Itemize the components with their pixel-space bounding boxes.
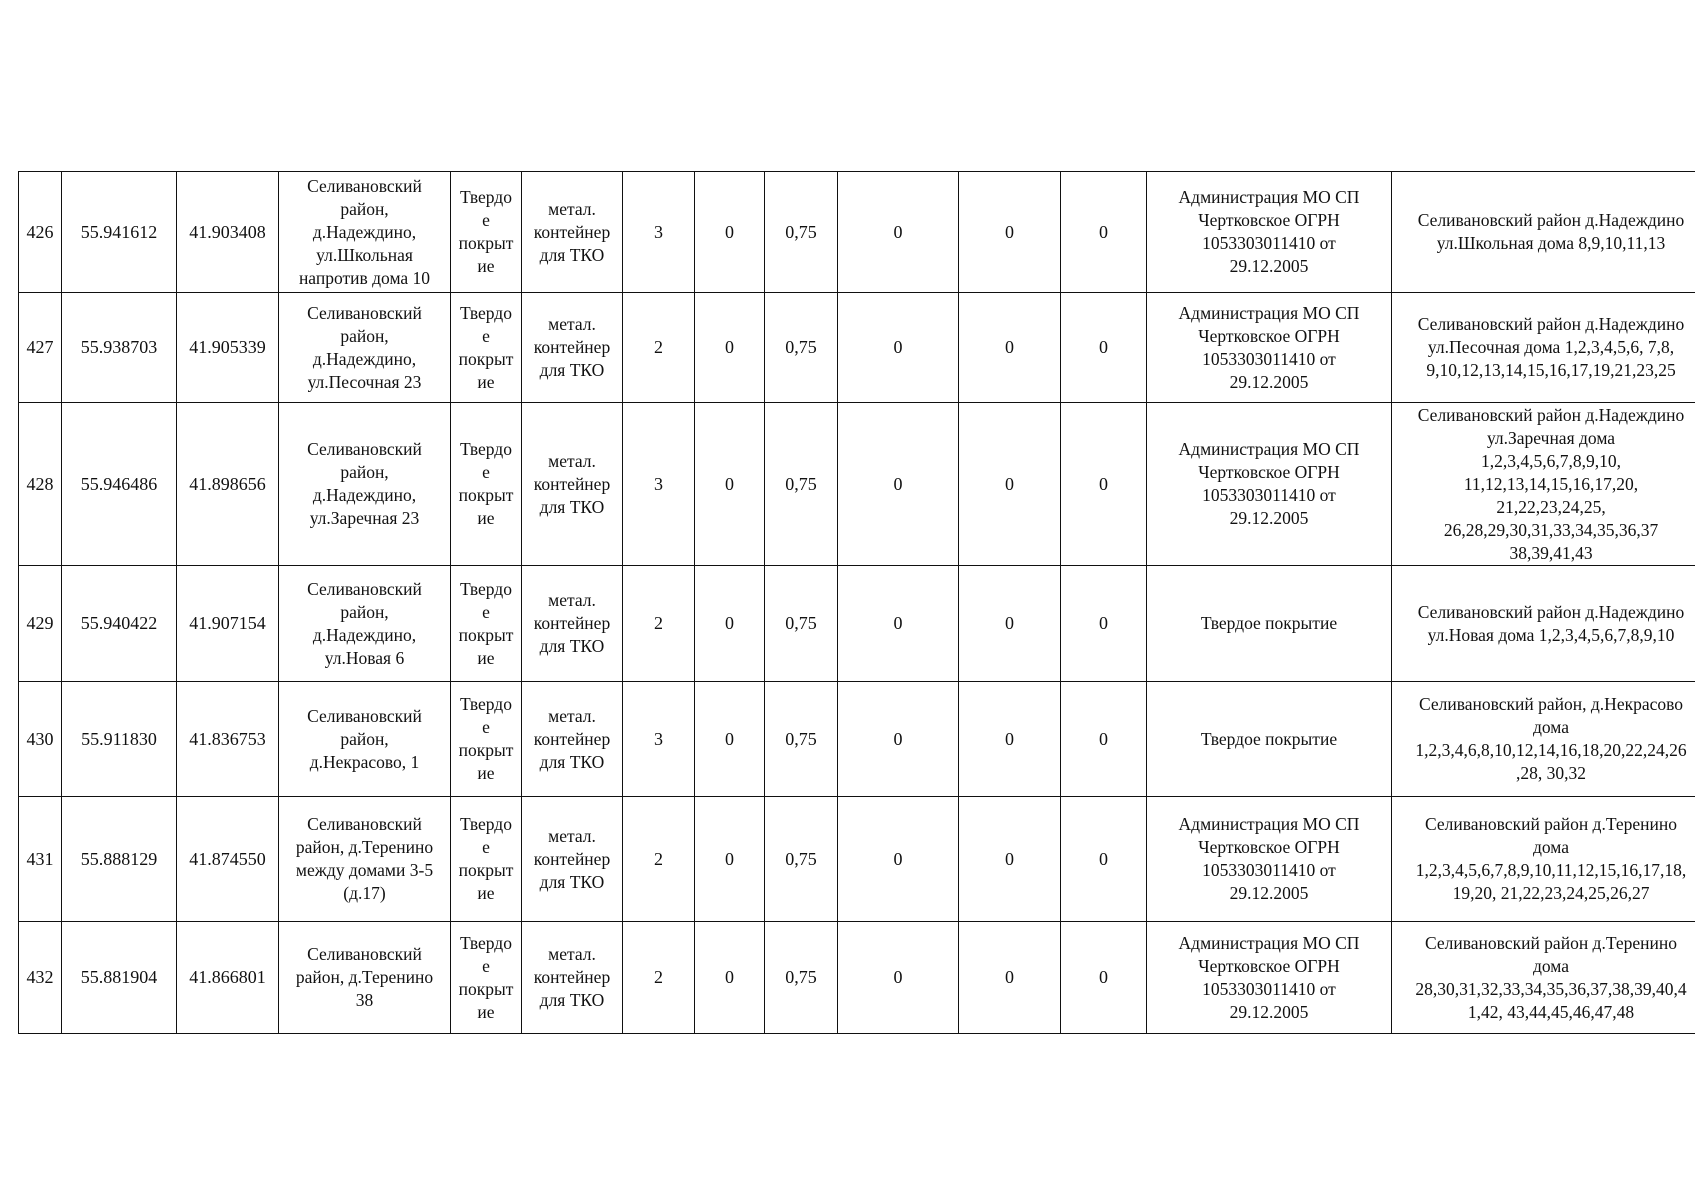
container-volume: 0,75 — [765, 172, 838, 293]
longitude: 41.898656 — [177, 403, 279, 566]
container-count: 2 — [623, 922, 695, 1034]
container-volume: 0,75 — [765, 682, 838, 797]
latitude: 55.881904 — [62, 922, 177, 1034]
container-count: 2 — [623, 797, 695, 922]
container-volume: 0,75 — [765, 797, 838, 922]
container-type: метал. контейнер для ТКО — [522, 797, 623, 922]
longitude: 41.866801 — [177, 922, 279, 1034]
value-cell: 0 — [959, 566, 1061, 682]
site-owner: Администрация МО СП Чертковское ОГРН 1053303011410 от 29.12.2005 — [1147, 293, 1392, 403]
container-type: метал. контейнер для ТКО — [522, 922, 623, 1034]
table-row — [19, 797, 1695, 922]
site-owner: Твердое покрытие — [1147, 682, 1392, 797]
value-cell: 0 — [1061, 293, 1147, 403]
value-cell: 0 — [695, 172, 765, 293]
site-number: 429 — [19, 566, 62, 682]
site-number: 432 — [19, 922, 62, 1034]
container-volume: 0,75 — [765, 403, 838, 566]
table-row — [19, 922, 1695, 1034]
container-volume: 0,75 — [765, 566, 838, 682]
site-owner: Администрация МО СП Чертковское ОГРН 1053303011410 от 29.12.2005 — [1147, 922, 1392, 1034]
site-number: 431 — [19, 797, 62, 922]
value-cell: 0 — [838, 293, 959, 403]
value-cell: 0 — [959, 797, 1061, 922]
table-row — [19, 172, 1695, 293]
value-cell: 0 — [959, 172, 1061, 293]
value-cell: 0 — [1061, 403, 1147, 566]
value-cell: 0 — [695, 797, 765, 922]
value-cell: 0 — [695, 403, 765, 566]
table-row — [19, 566, 1695, 682]
site-address: Селивановский район, д.Надеждино, ул.Новая 6 — [279, 566, 451, 682]
longitude: 41.874550 — [177, 797, 279, 922]
container-count: 2 — [623, 566, 695, 682]
site-number: 426 — [19, 172, 62, 293]
container-count: 3 — [623, 172, 695, 293]
surface-type: Твердо е покрыт ие — [451, 682, 522, 797]
site-number: 427 — [19, 293, 62, 403]
container-type: метал. контейнер для ТКО — [522, 566, 623, 682]
site-address: Селивановский район, д.Надеждино, ул.Песочная 23 — [279, 293, 451, 403]
container-volume: 0,75 — [765, 922, 838, 1034]
surface-type: Твердо е покрыт ие — [451, 172, 522, 293]
value-cell: 0 — [838, 922, 959, 1034]
latitude: 55.911830 — [62, 682, 177, 797]
site-address: Селивановский район, д.Теренино между домами 3-5 (д.17) — [279, 797, 451, 922]
value-cell: 0 — [959, 293, 1061, 403]
site-address: Селивановский район, д.Надеждино, ул.Заречная 23 — [279, 403, 451, 566]
value-cell: 0 — [838, 682, 959, 797]
latitude: 55.888129 — [62, 797, 177, 922]
waste-sources: Селивановский район д.Теренино дома 28,30,31,32,33,34,35,36,37,38,39,40,4 1,42, 43,44,45,46,47,48 — [1392, 922, 1695, 1034]
value-cell: 0 — [1061, 172, 1147, 293]
value-cell: 0 — [959, 922, 1061, 1034]
table-row — [19, 293, 1695, 403]
container-count: 3 — [623, 403, 695, 566]
value-cell: 0 — [695, 293, 765, 403]
site-owner: Администрация МО СП Чертковское ОГРН 1053303011410 от 29.12.2005 — [1147, 797, 1392, 922]
value-cell: 0 — [959, 403, 1061, 566]
value-cell: 0 — [838, 172, 959, 293]
site-address: Селивановский район, д.Теренино 38 — [279, 922, 451, 1034]
site-owner: Администрация МО СП Чертковское ОГРН 1053303011410 от 29.12.2005 — [1147, 403, 1392, 566]
value-cell: 0 — [838, 566, 959, 682]
latitude: 55.946486 — [62, 403, 177, 566]
value-cell: 0 — [959, 682, 1061, 797]
surface-type: Твердо е покрыт ие — [451, 403, 522, 566]
waste-sites-table — [18, 171, 1695, 1034]
table-row — [19, 682, 1695, 797]
value-cell: 0 — [1061, 566, 1147, 682]
site-address: Селивановский район, д.Надеждино, ул.Школьная напротив дома 10 — [279, 172, 451, 293]
container-type: метал. контейнер для ТКО — [522, 172, 623, 293]
site-number: 430 — [19, 682, 62, 797]
value-cell: 0 — [695, 566, 765, 682]
site-number: 428 — [19, 403, 62, 566]
site-address: Селивановский район, д.Некрасово, 1 — [279, 682, 451, 797]
container-type: метал. контейнер для ТКО — [522, 293, 623, 403]
container-count: 2 — [623, 293, 695, 403]
waste-sources: Селивановский район, д.Некрасово дома 1,2,3,4,6,8,10,12,14,16,18,20,22,24,26 ,28, 30,32 — [1392, 682, 1695, 797]
container-type: метал. контейнер для ТКО — [522, 682, 623, 797]
latitude: 55.938703 — [62, 293, 177, 403]
value-cell: 0 — [695, 922, 765, 1034]
longitude: 41.903408 — [177, 172, 279, 293]
value-cell: 0 — [1061, 797, 1147, 922]
site-owner: Администрация МО СП Чертковское ОГРН 1053303011410 от 29.12.2005 — [1147, 172, 1392, 293]
waste-sources: Селивановский район д.Надеждино ул.Заречная дома 1,2,3,4,5,6,7,8,9,10, 11,12,13,14,15,16,17,20, 21,22,23,24,25, 26,28,29,30,31,33,34,35,36,37 38,39,41,43 — [1392, 403, 1695, 566]
surface-type: Твердо е покрыт ие — [451, 566, 522, 682]
surface-type: Твердо е покрыт ие — [451, 293, 522, 403]
waste-sources: Селивановский район д.Теренино дома 1,2,3,4,5,6,7,8,9,10,11,12,15,16,17,18, 19,20, 21,22,23,24,25,26,27 — [1392, 797, 1695, 922]
waste-sources: Селивановский район д.Надеждино ул.Новая дома 1,2,3,4,5,6,7,8,9,10 — [1392, 566, 1695, 682]
surface-type: Твердо е покрыт ие — [451, 797, 522, 922]
waste-sources: Селивановский район д.Надеждино ул.Песочная дома 1,2,3,4,5,6, 7,8, 9,10,12,13,14,15,16,17,19,21,23,25 — [1392, 293, 1695, 403]
value-cell: 0 — [1061, 922, 1147, 1034]
latitude: 55.941612 — [62, 172, 177, 293]
longitude: 41.836753 — [177, 682, 279, 797]
container-type: метал. контейнер для ТКО — [522, 403, 623, 566]
site-owner: Твердое покрытие — [1147, 566, 1392, 682]
value-cell: 0 — [695, 682, 765, 797]
longitude: 41.905339 — [177, 293, 279, 403]
value-cell: 0 — [1061, 682, 1147, 797]
container-count: 3 — [623, 682, 695, 797]
latitude: 55.940422 — [62, 566, 177, 682]
longitude: 41.907154 — [177, 566, 279, 682]
table-row — [19, 403, 1695, 566]
container-volume: 0,75 — [765, 293, 838, 403]
waste-sources: Селивановский район д.Надеждино ул.Школьная дома 8,9,10,11,13 — [1392, 172, 1695, 293]
value-cell: 0 — [838, 797, 959, 922]
value-cell: 0 — [838, 403, 959, 566]
surface-type: Твердо е покрыт ие — [451, 922, 522, 1034]
